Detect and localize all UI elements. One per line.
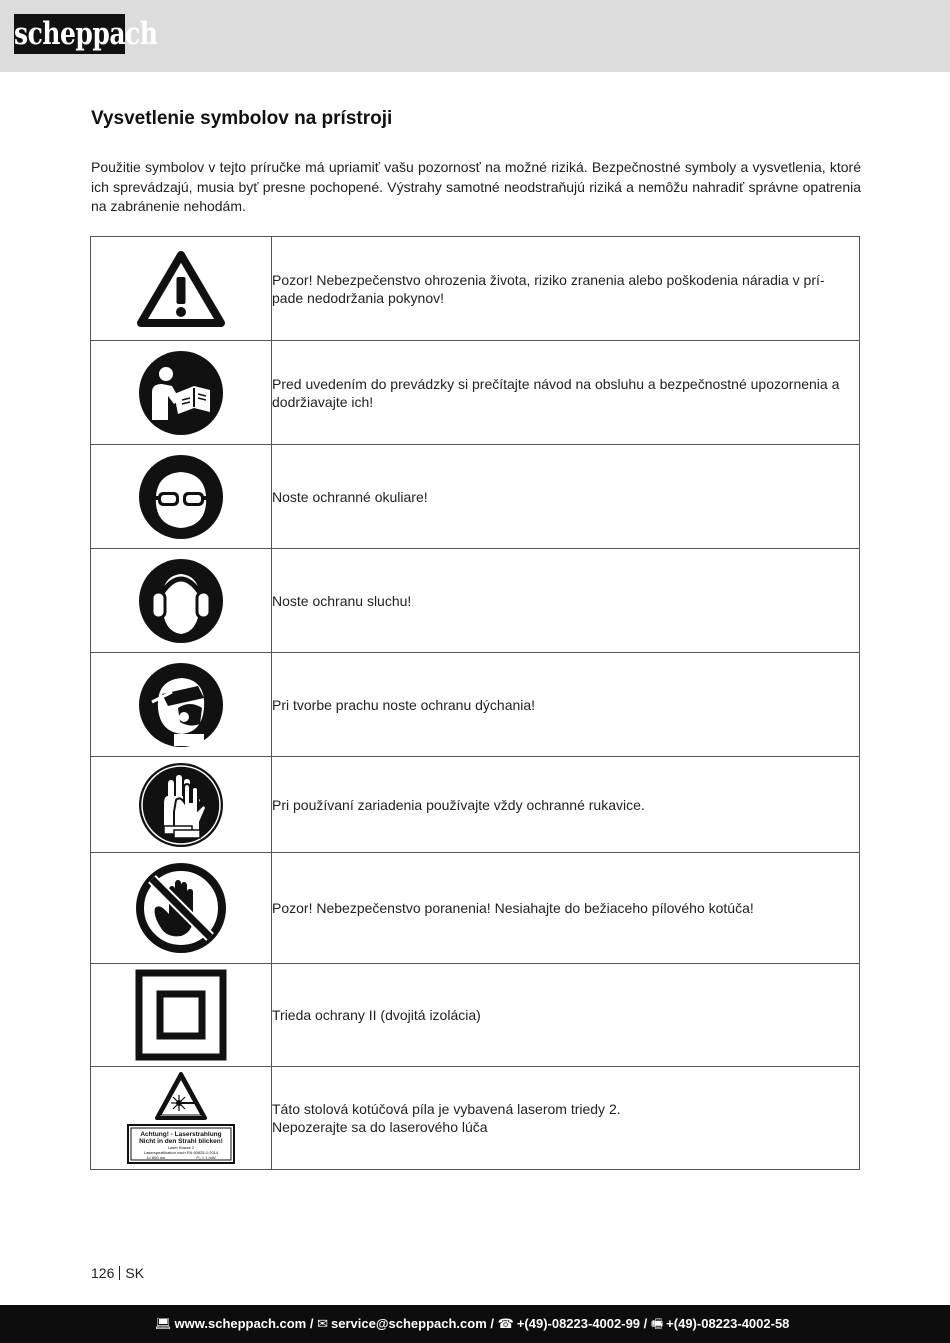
section-title: Vysvetlenie symbolov na prístroji [91,108,393,129]
table-row [91,853,860,964]
no-hand-touch-icon [135,862,227,954]
page-footer [0,1305,950,1343]
table-row [91,237,860,341]
ear-protection-icon [138,558,224,644]
table-row [91,445,860,549]
protective-gloves-icon [138,762,224,848]
table-row [91,341,860,445]
symbol-description: Noste ochranné okuliare! [272,488,428,505]
laser-label-power: P₀ < 1 mW [196,1155,216,1160]
page-number-divider [119,1266,120,1280]
page-number [91,1265,144,1281]
table-row [91,653,860,757]
laptop-icon: 💻︎ [155,1316,172,1331]
laser-warning-icon [126,1071,236,1165]
symbol-description: Pri tvorbe prachu noste ochranu dýchania! [272,696,536,713]
phone-icon: ☎ [497,1316,514,1331]
intro-paragraph: Použitie symbolov v tejto príručke má upriamiť vašu pozornosť na možné riziká. Bezpečnostné symboly a vysvetlenia, ktoré ich sprevádzajú, musia byť presne pochopené. Výstrahy samotné neodstraňujú riziká a nemôžu nahradiť správne opatrenia na zabránenie nehodám. [91,159,861,214]
page-header [0,0,950,72]
protection-class-ii-icon [135,969,227,1061]
page-number-value: 126 [91,1265,115,1281]
symbols-table [90,236,860,1170]
read-manual-icon [138,350,224,436]
symbol-description: Trieda ochrany II (dvojitá izolácia) [272,1007,481,1023]
laser-label-line2: Nicht in den Strahl blicken! [139,1138,223,1145]
table-row [91,549,860,653]
fax-icon: 🖷︎ [650,1316,664,1331]
footer-phone: +(49)-08223-4002-99 / [516,1316,648,1331]
laser-label-wavelength: λ= 650 nm [146,1155,166,1160]
footer-website: www.scheppach.com / [174,1316,314,1331]
laser-label-line1: Achtung! - Laserstrahlung [140,1131,222,1138]
symbol-description: Pozor! Nebezpečenstvo poranenia! Nesiahajte do bežiaceho pílového kotúča! [272,900,754,916]
mail-icon: ✉ [317,1316,328,1331]
footer-fax: +(49)-08223-4002-58 [666,1316,790,1331]
table-row [91,964,860,1067]
warning-triangle-icon [136,249,226,329]
footer-email: service@scheppach.com / [331,1316,494,1331]
symbol-description: Pozor! Nebezpečenstvo ohrozenia života, riziko zranenia alebo poškodenia náradia v prí- pade nedodržania pokynov! [272,271,825,306]
symbol-description: Noste ochranu sluchu! [272,592,412,609]
table-row [91,757,860,853]
symbol-description: Táto stolová kotúčová píla je vybavená laserom triedy 2. Nepozerajte sa do laserového lúča [272,1101,621,1135]
table-row [91,1067,860,1170]
safety-goggles-icon [138,454,224,540]
symbol-description: Pred uvedením do prevádzky si prečítajte návod na obsluhu a bezpečnostné upozornenia a dodržiavajte ich! [272,375,840,410]
laser-label-line3: Laser Klasse 2 [167,1145,195,1150]
laser-label-line4: Laserspezifikation nach EN 60825-1:2014 [143,1150,219,1155]
page-language: SK [125,1265,145,1281]
respirator-mask-icon [138,662,224,748]
symbol-description: Pri používaní zariadenia používajte vždy ochranné rukavice. [272,796,645,813]
scheppach-logo: scheppach [14,14,125,54]
